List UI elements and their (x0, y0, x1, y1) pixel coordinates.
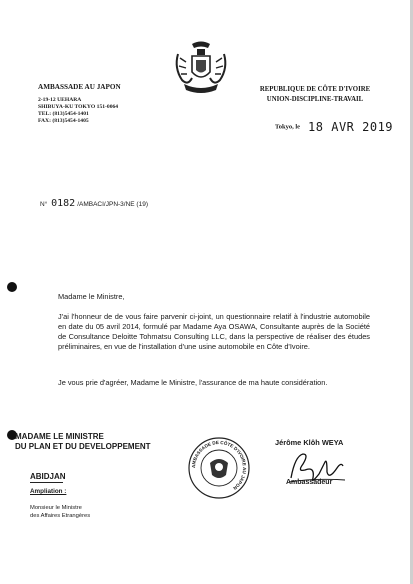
letter-closing: Je vous prie d'agréer, Madame le Ministre, l'assurance de ma haute considération. (58, 378, 328, 387)
recipient-city: ABIDJAN (30, 472, 66, 481)
sender-address (38, 97, 121, 125)
reference-number (40, 198, 148, 209)
phone-line: TEL: (813)5454-1401 (38, 111, 89, 117)
republic-motto: UNION-DISCIPLINE-TRAVAIL (266, 96, 364, 103)
letter-paragraph: J'ai l'honneur de de vous faire parvenir ci-joint, un questionnaire relatif à l'industrie automobile en date du 05 avril 2014, formulé par Madame Aya OSAWA, Consultante auprès de la Société de Consultance Deloitte Tohmatsu Consulting LLC, dans la perspective de réaliser des études préliminaires, en vue de l'installation d'une usine automobile en Côte d'Ivoire. (58, 312, 370, 351)
city-underline (30, 482, 63, 483)
ampliation-recipients (30, 504, 90, 520)
ampliation-label: Ampliation : (30, 488, 67, 495)
republic-name: REPUBLIQUE DE CÔTE D'IVOIRE (259, 86, 371, 93)
ampliation-line: des Affaires Etrangères (30, 513, 91, 519)
date-place: Tokyo, le (275, 123, 301, 131)
date-stamp: 18 AVR 2019 (308, 119, 394, 134)
address-line: 2-19-12 UEHARA (38, 97, 82, 103)
reference-prefix: N° (40, 201, 48, 208)
sender-name: AMBASSADE AU JAPON (38, 83, 121, 91)
ampliation-line: Monsieur le Ministre (30, 505, 82, 511)
republic-header (240, 85, 390, 105)
recipient-block (15, 432, 151, 452)
recipient-line2: DU PLAN ET DU DEVELOPPEMENT (15, 442, 151, 451)
fax-line: FAX: (813)5454-1405 (38, 118, 89, 124)
date-line (275, 118, 393, 136)
signer-name: Jérôme Klôh WEYA (275, 438, 344, 447)
signer-title: Ambassadeur (286, 479, 333, 486)
seal-text: AMBASSADE DE CÔTE D'IVOIRE AU JAPON (190, 439, 248, 491)
embassy-seal-icon (188, 437, 250, 499)
reference-suffix: /AMBACI/JPN-3/NE (19) (77, 201, 148, 208)
salutation: Madame le Ministre, (58, 292, 125, 301)
punch-hole (7, 282, 17, 292)
coat-of-arms-icon (170, 40, 232, 96)
address-line: SHIBUYA-KU TOKYO 151-0064 (38, 104, 119, 110)
sender-header (38, 83, 121, 125)
recipient-line1: MADAME LE MINISTRE (15, 432, 104, 441)
reference-num: 0182 (51, 198, 76, 209)
